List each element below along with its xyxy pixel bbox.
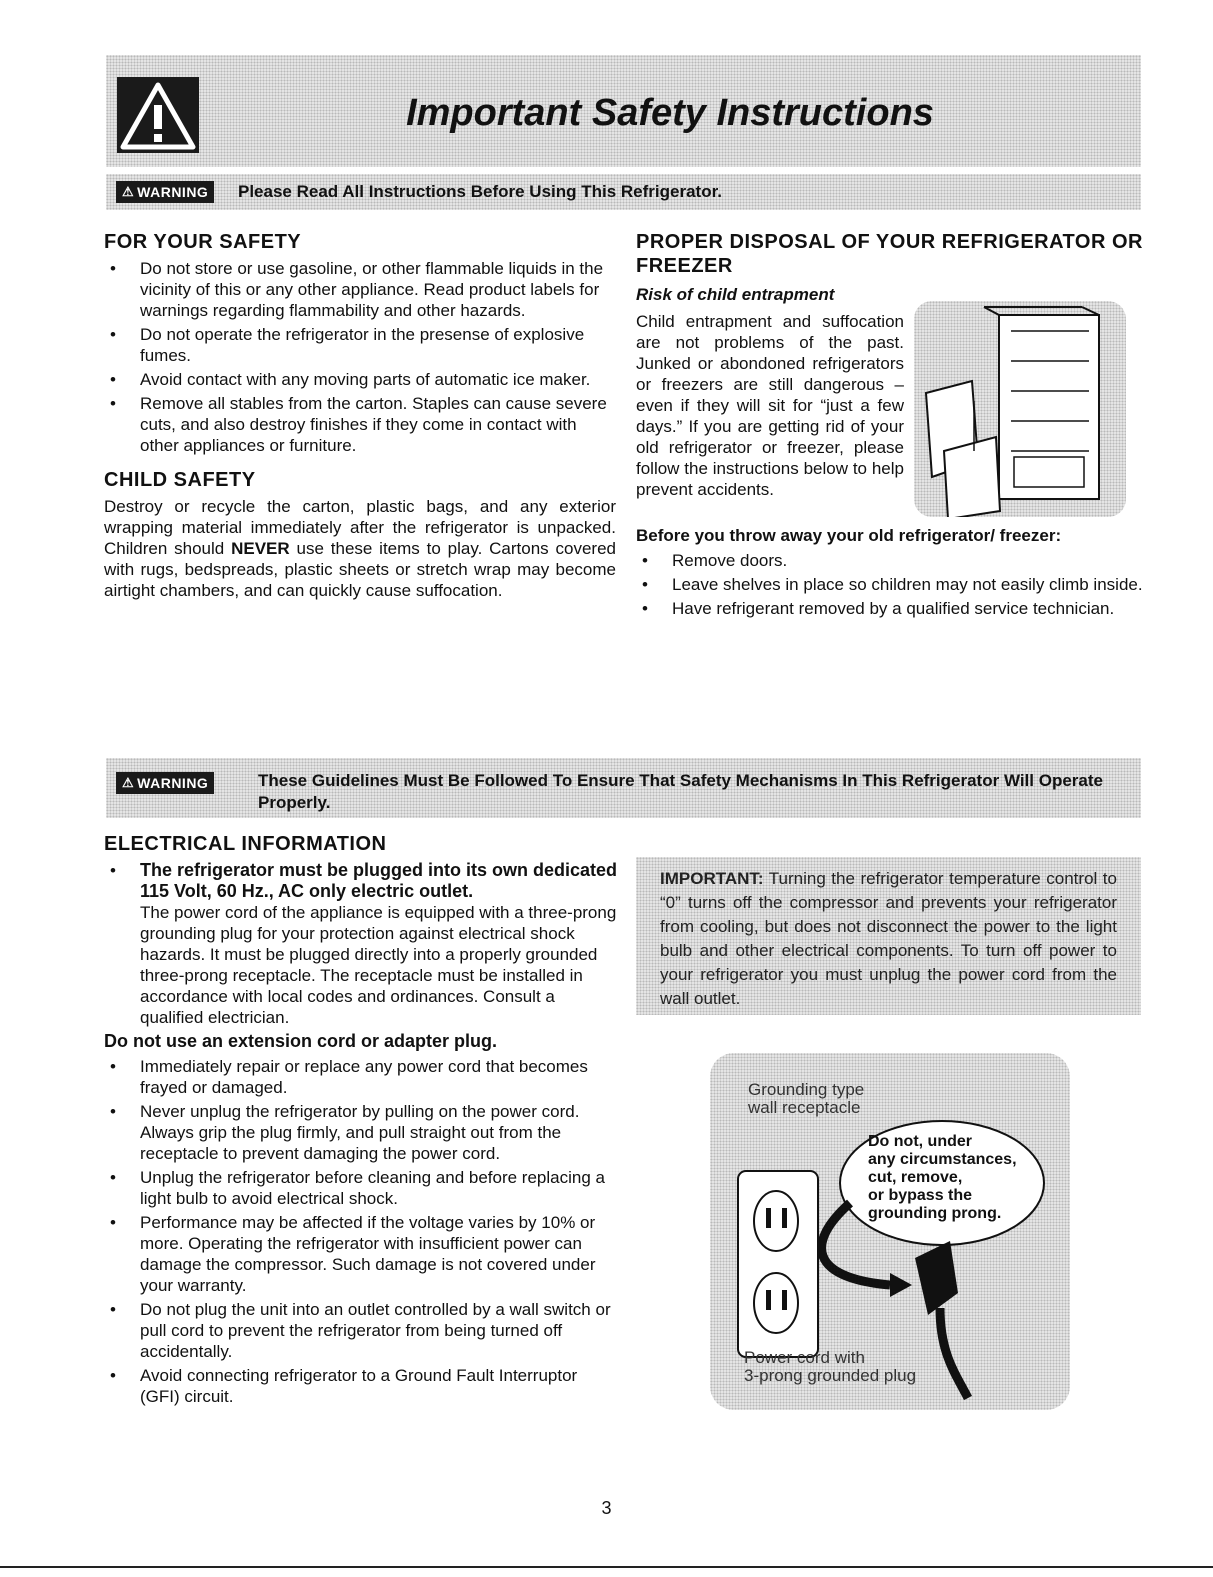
electrical-heading: ELECTRICAL INFORMATION: [104, 833, 387, 855]
outlet-requirement: • The refrigerator must be plugged into its own dedicated 115 Volt, 60 Hz., AC only electric outlet.: [140, 860, 618, 901]
child-safety-text: use these items to play. Cartons covered with rugs, bedspreads, plastic sheets or stretch wrap may become airtight chambers, and can quickly cause suffocation.: [104, 539, 616, 600]
callout-line: any circumstances,: [868, 1151, 1017, 1168]
grounding-warning-callout: [868, 1133, 1017, 1223]
important-note-box: [636, 857, 1141, 1015]
list-item: • Performance may be affected if the voltage varies by 10% or more. Operating the refrigerator with insufficient power can damage the compressor. Such damage is not covered under your warranty.: [104, 1212, 619, 1296]
list-item: • Never unplug the refrigerator by pulling on the power cord. Always grip the plug firmly, and pull straight out from the receptacle to prevent damaging the power cord.: [104, 1101, 619, 1164]
disposal-paragraph: Child entrapment and suffocation are not problems of the past. Junked or abondoned refrigerators or freezers are still dangerous – even if they will sit for “just a few days.” If you are getting rid of your old refrigerator or freezer, please follow the instructions below to help prevent accidents.: [636, 312, 904, 499]
warning-triangle-icon: ⚠: [122, 184, 135, 199]
cord-label: [744, 1349, 916, 1385]
page-number: 3: [601, 1498, 612, 1518]
list-item: • Avoid contact with any moving parts of automatic ice maker.: [104, 369, 616, 390]
warning-triangle-icon: [117, 77, 199, 153]
callout-line: Do not, under: [868, 1133, 972, 1150]
open-refrigerator-icon: [914, 301, 1126, 517]
warning-badge-label: WARNING: [137, 184, 209, 200]
list-item: • Do not plug the unit into an outlet controlled by a wall switch or pull cord to prevent the refrigerator from being turned off accidentally.: [104, 1299, 619, 1362]
receptacle-label-line: wall receptacle: [748, 1098, 861, 1117]
list-item: • Immediately repair or replace any power cord that becomes frayed or damaged.: [104, 1056, 619, 1098]
receptacle-label: [748, 1081, 864, 1117]
receptacle-label-line: Grounding type: [748, 1080, 865, 1099]
list-item: • Remove doors.: [636, 550, 1144, 571]
list-item: • Unplug the refrigerator before cleaning and before replacing a light bulb to avoid electrical shock.: [104, 1167, 619, 1209]
child-safety-paragraph: [104, 496, 616, 601]
list-item: • Do not operate the refrigerator in the presense of explosive fumes.: [104, 324, 616, 366]
warning-text: These Guidelines Must Be Followed To Ensure That Safety Mechanisms In This Refrigerator Will Operate Properly.: [258, 771, 1103, 812]
risk-subheading: Risk of child entrapment: [636, 285, 835, 304]
disposal-heading: PROPER DISPOSAL OF YOUR REFRIGERATOR OR FREEZER: [636, 231, 1143, 277]
warning-badge-label: WARNING: [137, 775, 209, 791]
list-item: [104, 860, 619, 1028]
list-item: • Avoid connecting refrigerator to a Ground Fault Interruptor (GFI) circuit.: [104, 1365, 619, 1407]
electrical-list-2: [104, 1056, 619, 1407]
list-item: • Have refrigerant removed by a qualified service technician.: [636, 598, 1144, 619]
cord-label-line: Power cord with: [744, 1348, 865, 1367]
for-your-safety-list: [104, 258, 616, 456]
disposal-list: [636, 550, 1144, 619]
electrical-list-1: [104, 860, 619, 1028]
refrigerator-illustration: [914, 301, 1126, 517]
never-emphasis: NEVER: [231, 539, 290, 558]
important-text: Turning the refrigerator temperature control to “0” turns off the compressor and prevents your refrigerator from cooling, but does not disconnect the power to the light bulb and other electrical components. To turn off power to your refrigerator you must unplug the power cord from the wall outlet.: [660, 869, 1117, 1008]
callout-line: or bypass the: [868, 1187, 973, 1204]
important-label: IMPORTANT:: [660, 869, 764, 888]
warning-badge: [116, 181, 214, 203]
outlet-explanation: The power cord of the appliance is equipped with a three-prong grounding plug for your protection against electrical shock hazards. It must be plugged directly into a properly grounded three-prong receptacle. The receptacle must be installed in accordance with local codes and ordinances. Consult a qualified electrician.: [140, 903, 617, 1027]
child-safety-heading: CHILD SAFETY: [104, 469, 256, 491]
callout-line: grounding prong.: [868, 1205, 1002, 1222]
extension-cord-note: Do not use an extension cord or adapter plug.: [104, 1031, 498, 1051]
list-item: • Leave shelves in place so children may not easily climb inside.: [636, 574, 1144, 595]
warning-badge: [116, 772, 214, 794]
child-safety-text: Destroy or recycle the carton, plastic bags, and any exterior wrapping material immediately after the refrigerator is unpacked. Children should: [104, 497, 616, 558]
bottom-rule: [0, 1566, 1213, 1568]
electrical-section: [104, 832, 619, 1410]
warning-banner: [106, 174, 1141, 210]
callout-line: cut, remove,: [868, 1169, 963, 1186]
right-column: [636, 230, 1144, 622]
warning-banner-2: [106, 758, 1141, 818]
before-throwing-heading: Before you throw away your old refrigerator/ freezer:: [636, 526, 1062, 545]
page-title: Important Safety Instructions: [406, 92, 934, 134]
warning-text: Please Read All Instructions Before Using This Refrigerator.: [238, 182, 722, 201]
cord-label-line: 3-prong grounded plug: [744, 1366, 917, 1385]
list-item: • Do not store or use gasoline, or other flammable liquids in the vicinity of this or any other appliance. Read product labels for warnings regarding flammability and other hazards.: [104, 258, 616, 321]
warning-triangle-icon: ⚠: [122, 775, 135, 790]
for-your-safety-heading: FOR YOUR SAFETY: [104, 231, 302, 253]
list-item: • Remove all stables from the carton. Staples can cause severe cuts, and also destroy finishes if they come in contact with other appliances or furniture.: [104, 393, 616, 456]
grounded-plug-illustration: [710, 1053, 1070, 1410]
left-column: [104, 230, 616, 601]
